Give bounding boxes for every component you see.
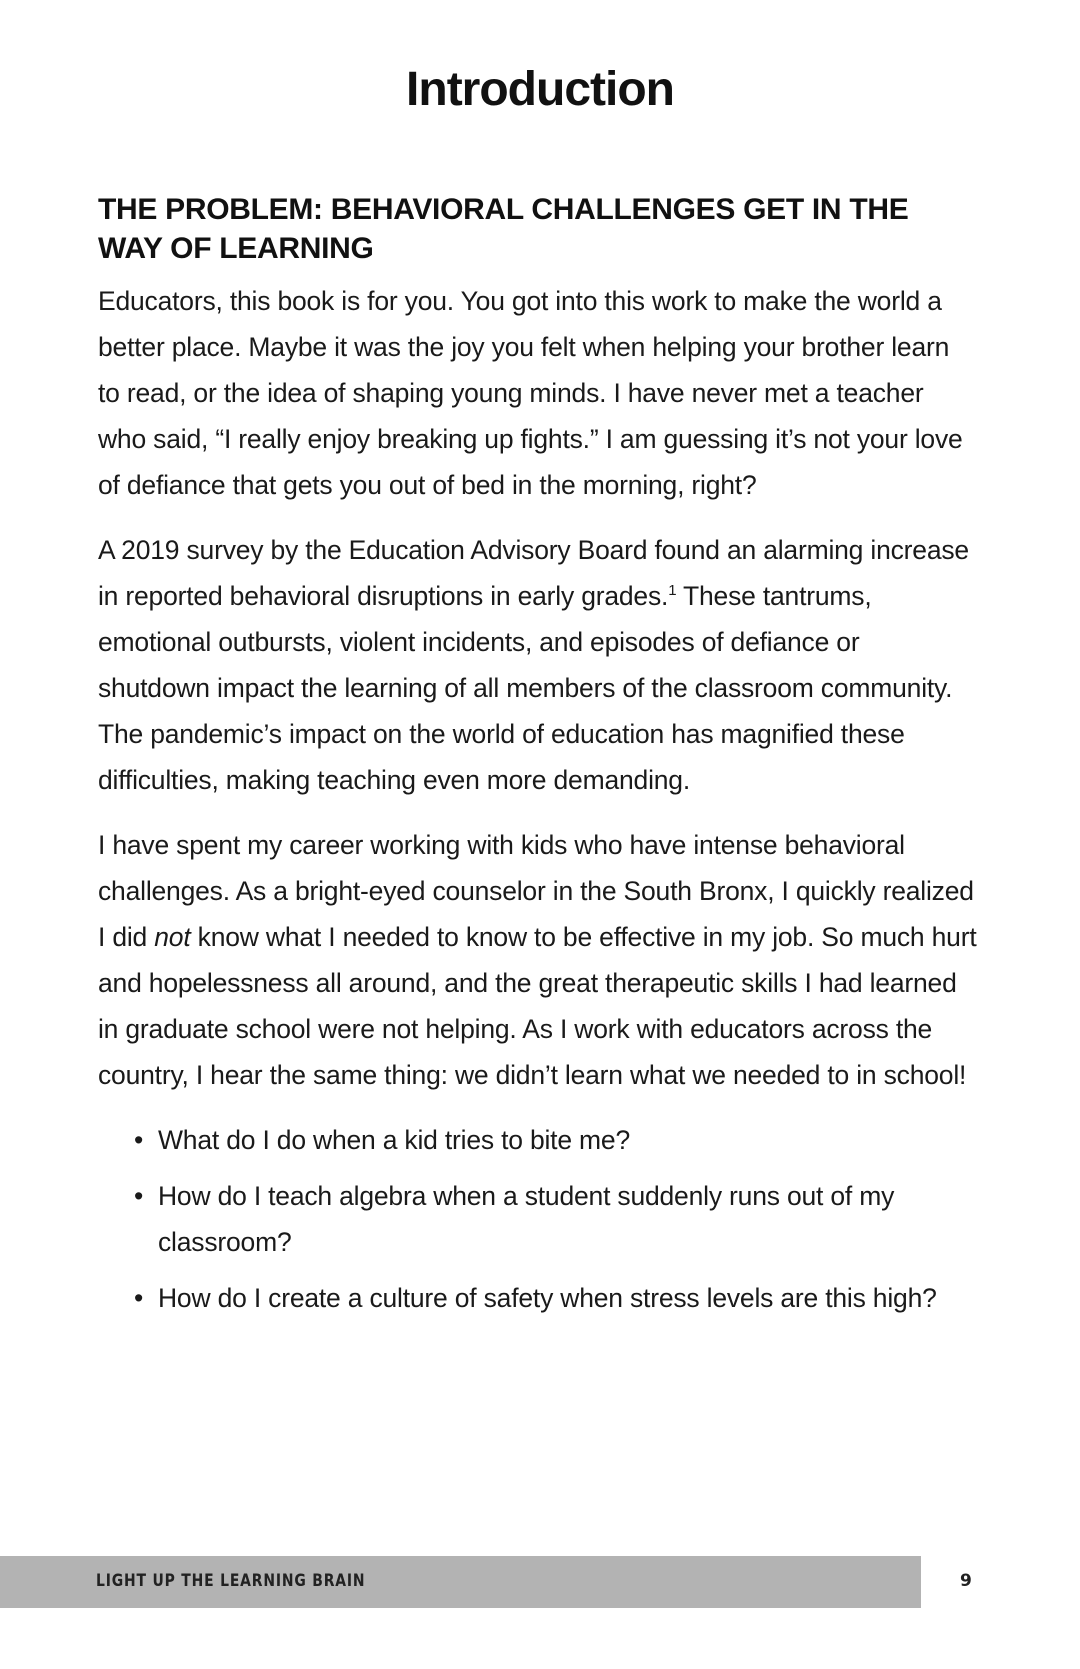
list-item-text: What do I do when a kid tries to bite me? xyxy=(158,1125,630,1155)
paragraph-career xyxy=(98,822,978,1098)
page-number: 9 xyxy=(960,1571,972,1591)
bullet-icon: • xyxy=(134,1283,144,1313)
footnote-marker: 1 xyxy=(668,582,677,600)
bullet-icon: • xyxy=(134,1125,144,1155)
paragraph-survey xyxy=(98,527,978,803)
emphasis-not: not xyxy=(154,922,191,952)
main-content xyxy=(98,190,978,1331)
list-item xyxy=(134,1117,978,1163)
paragraph-survey-text-end: These tantrums, emotional outbursts, violent incidents, and episodes of defiance or shutdown impact the learning of all members of the classroom community. The pandemic’s impact on the world of education has magnified these difficulties, making teaching even more demanding. xyxy=(98,581,953,795)
bullet-icon: • xyxy=(134,1181,144,1211)
footer-bar xyxy=(0,1556,921,1608)
paragraph-career-text-start: I have spent my career working with kids who have intense behavioral challenges. As a bright-eyed counselor in the South Bronx, I quickly realized I did xyxy=(98,830,974,952)
paragraph-career-text-end: know what I needed to know to be effective in my job. So much hurt and hopelessness all around, and the great therapeutic skills I had learned in graduate school were not helping. As I work with educators across the country, I hear the same thing: we didn’t learn what we needed to in school! xyxy=(98,922,977,1090)
page-title: Introduction xyxy=(406,63,674,116)
paragraph-survey-text-start: A 2019 survey by the Education Advisory Board found an alarming increase in reported behavioral disruptions in early grades. xyxy=(98,535,969,611)
paragraph-intro: Educators, this book is for you. You got into this work to make the world a better place. Maybe it was the joy you felt when helping your brother learn to read, or the idea of shaping young minds. I have never met a teacher who said, “I really enjoy breaking up fights.” I am guessing it’s not your love of defiance that gets you out of bed in the morning, right? xyxy=(98,286,963,500)
list-item xyxy=(134,1275,978,1321)
question-list xyxy=(98,1117,978,1321)
section-heading: THE PROBLEM: BEHAVIORAL CHALLENGES GET IN THE WAY OF LEARNING xyxy=(98,193,909,265)
footer-book-title: LIGHT UP THE LEARNING BRAIN xyxy=(96,1571,366,1591)
list-item-text: How do I teach algebra when a student suddenly runs out of my classroom? xyxy=(158,1181,895,1257)
list-item xyxy=(134,1173,978,1265)
list-item-text: How do I create a culture of safety when stress levels are this high? xyxy=(158,1283,937,1313)
